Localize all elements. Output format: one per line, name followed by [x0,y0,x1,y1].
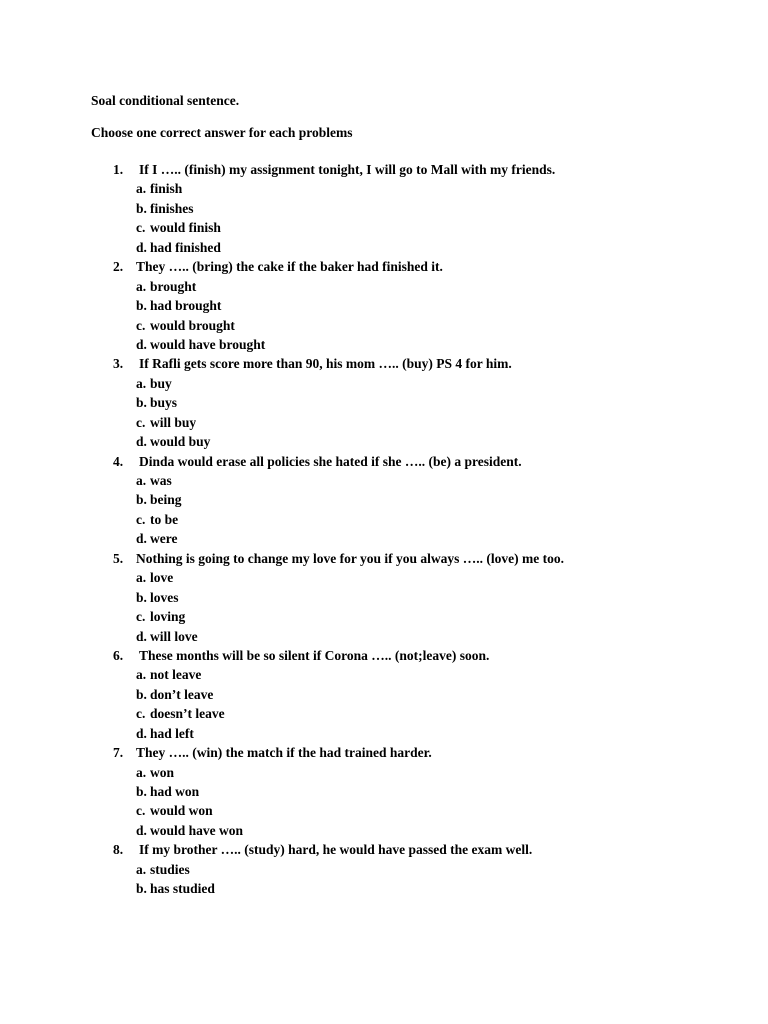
option-text: has studied [150,881,215,897]
question-line [0,452,768,471]
option-text: would won [150,803,213,819]
answer-option [0,510,768,529]
answer-option [0,801,768,820]
answer-option [0,627,768,646]
option-letter: a. [136,375,147,391]
option-text: had won [150,784,200,799]
answer-option [0,821,768,840]
answer-option [0,179,768,198]
question-number: 2. [113,259,124,275]
option-text: loves [150,589,179,605]
option-text: buys [150,395,178,411]
question-text: They ….. (win) the match if the had trained harder. [136,745,432,761]
question-list [0,160,768,899]
option-text: would brought [150,317,235,333]
question-line [0,160,768,179]
option-letter: d. [136,336,147,352]
question-text: If Rafli gets score more than 90, his mom ….. (buy) PS 4 for him. [139,356,512,372]
option-text: were [150,531,178,547]
question-text: Dinda would erase all policies she hated if she ….. (be) a president. [139,453,522,469]
option-letter: a. [136,570,147,586]
answer-option [0,432,768,451]
option-text: loving [150,609,186,625]
question-item [0,257,768,354]
answer-option [0,588,768,607]
answer-option [0,860,768,879]
question-line [0,257,768,276]
answer-option [0,413,768,432]
option-letter: c. [136,220,146,236]
option-letter: d. [136,239,147,255]
option-text: will love [150,628,198,644]
answer-option [0,685,768,704]
option-text: had left [150,725,194,741]
option-text: doesn’t leave [150,706,225,722]
option-letter: c. [136,609,146,625]
option-letter: c. [136,511,146,527]
option-text: had brought [150,298,222,314]
option-text: brought [150,278,197,294]
answer-option [0,238,768,257]
answer-option [0,724,768,743]
answer-option [0,393,768,412]
option-text: would have brought [150,336,266,352]
question-text: If I ….. (finish) my assignment tonight, I will go to Mall with my friends. [139,162,556,177]
question-text: They ….. (bring) the cake if the baker had finished it. [136,259,443,275]
question-line [0,549,768,568]
answer-option [0,296,768,315]
option-text: to be [150,511,179,527]
answer-option [0,218,768,237]
answer-option [0,704,768,723]
question-number: 4. [113,453,124,469]
option-letter: b. [136,200,147,216]
option-text: not leave [150,667,202,683]
question-item [0,840,768,898]
option-letter: a. [136,667,147,683]
question-number: 5. [113,550,124,566]
option-text: would buy [150,434,211,450]
answer-option [0,607,768,626]
answer-option [0,782,768,801]
option-text: being [150,492,182,508]
question-number: 1. [113,162,124,177]
question-item [0,452,768,549]
question-item [0,743,768,840]
option-letter: d. [136,822,147,838]
option-text: would finish [150,220,221,236]
answer-option [0,879,768,898]
answer-option [0,374,768,393]
answer-option [0,316,768,335]
question-number: 7. [113,745,124,761]
question-number: 8. [113,842,124,858]
answer-option [0,490,768,509]
question-item [0,549,768,646]
question-item [0,354,768,451]
document-title: Soal conditional sentence. [91,93,240,108]
option-letter: b. [136,395,147,411]
option-letter: c. [136,803,146,819]
option-text: studies [150,861,190,877]
question-item [0,160,768,257]
question-line [0,743,768,762]
option-text: don’t leave [150,686,214,702]
answer-option [0,277,768,296]
answer-option [0,763,768,782]
question-line [0,840,768,859]
option-text: would have won [150,822,244,838]
option-text: love [150,570,174,586]
option-letter: a. [136,181,147,197]
answer-option [0,665,768,684]
option-text: finishes [150,200,194,216]
option-text: will buy [150,414,197,430]
question-number: 6. [113,647,124,663]
option-letter: c. [136,706,146,722]
option-letter: b. [136,881,147,897]
answer-option [0,568,768,587]
option-letter: a. [136,764,147,780]
answer-option [0,335,768,354]
option-letter: b. [136,298,147,314]
question-number: 3. [113,356,124,372]
question-text: If my brother ….. (study) hard, he would have passed the exam well. [139,842,533,858]
question-text: These months will be so silent if Corona ….. (not;leave) soon. [139,647,490,663]
option-letter: b. [136,784,147,799]
option-letter: c. [136,414,146,430]
option-letter: b. [136,686,147,702]
option-letter: d. [136,531,147,547]
option-text: had finished [150,239,221,255]
option-letter: d. [136,725,147,741]
question-line [0,354,768,373]
option-letter: a. [136,861,147,877]
question-item [0,646,768,743]
option-letter: b. [136,589,147,605]
option-letter: d. [136,434,147,450]
option-text: finish [150,181,183,197]
option-text: buy [150,375,172,391]
question-line [0,646,768,665]
option-text: won [150,764,175,780]
document-instruction: Choose one correct answer for each problems [91,125,353,140]
answer-option [0,471,768,490]
option-letter: b. [136,492,147,508]
option-text: was [150,473,172,488]
answer-option [0,529,768,548]
question-text: Nothing is going to change my love for you if you always ….. (love) me too. [136,550,564,566]
option-letter: c. [136,317,146,333]
option-letter: a. [136,473,147,488]
option-letter: d. [136,628,147,644]
option-letter: a. [136,278,147,294]
answer-option [0,199,768,218]
